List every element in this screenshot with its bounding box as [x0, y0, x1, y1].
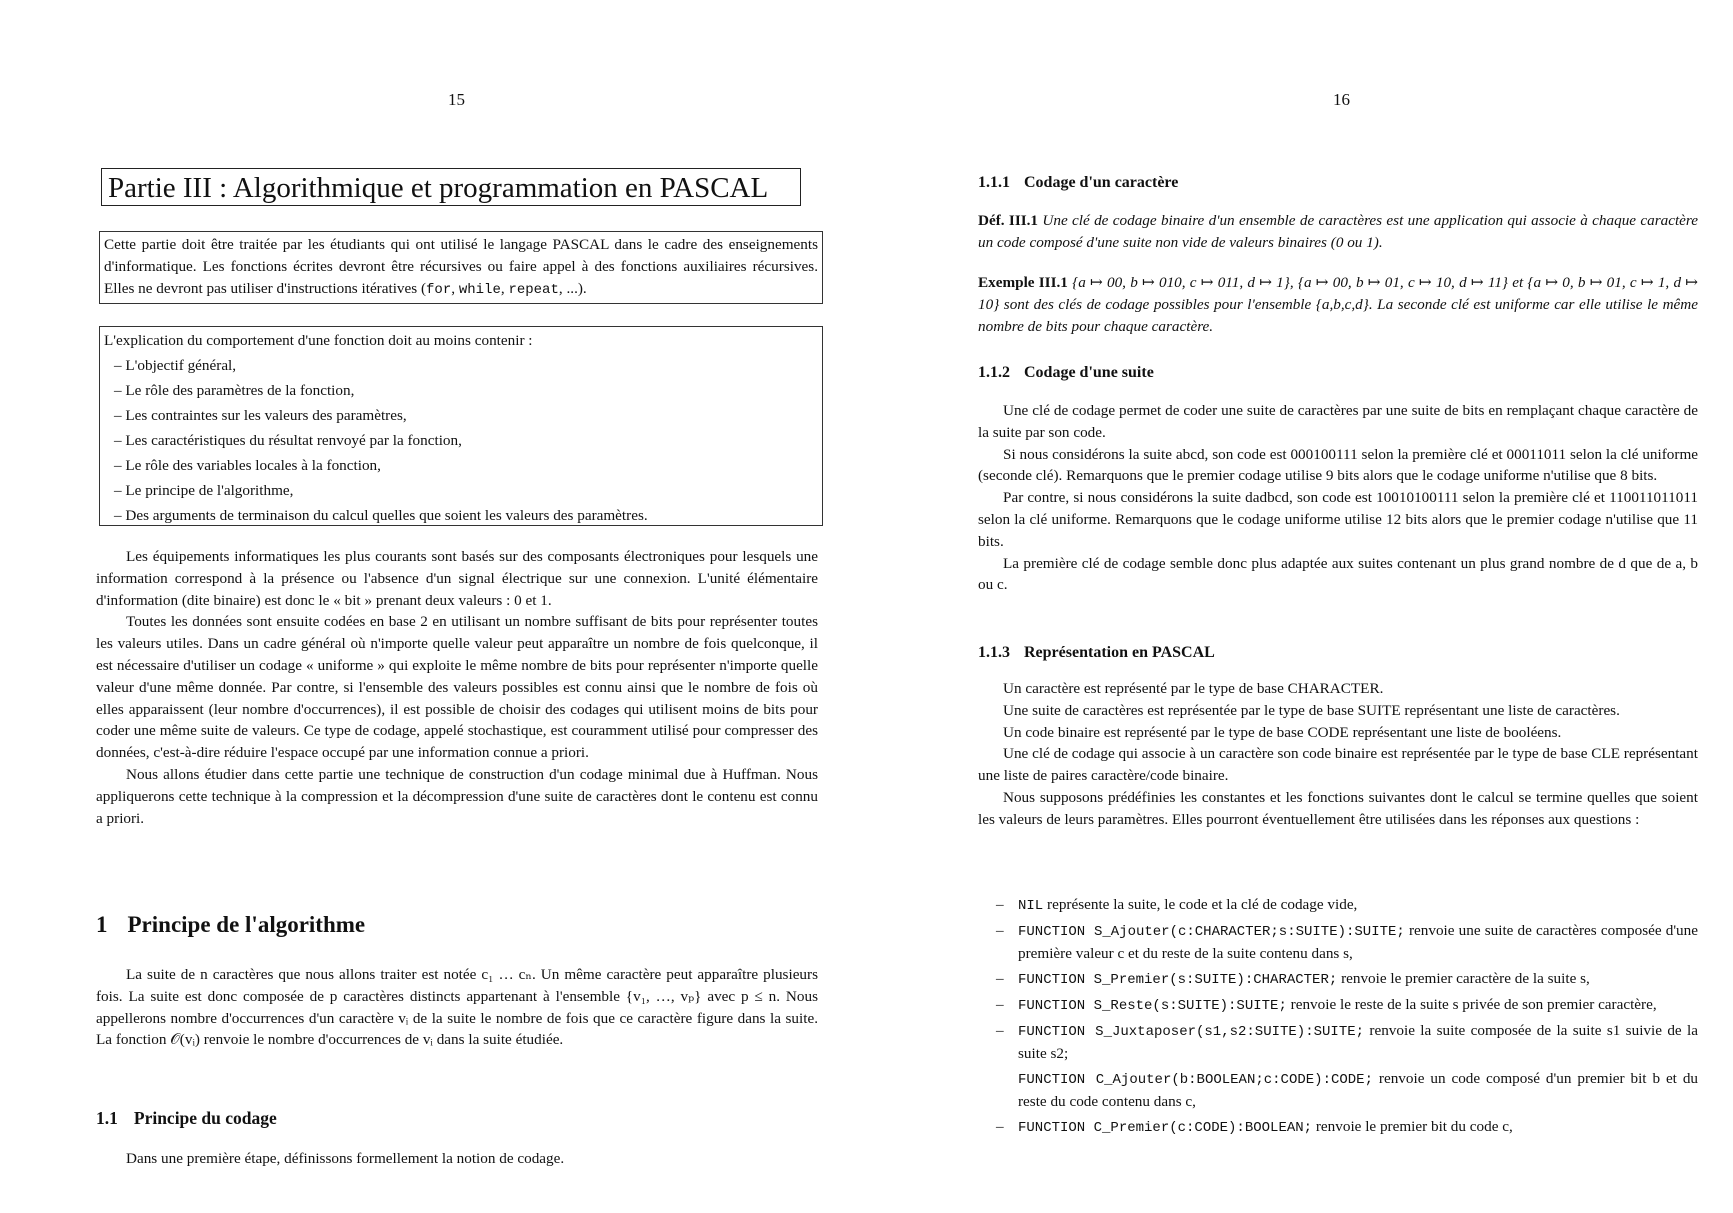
subsection-heading — [96, 1108, 293, 1129]
list-item: – Le rôle des paramètres de la fonction, — [132, 378, 818, 403]
subsubsection-heading — [978, 174, 1192, 192]
subsubsection-heading — [978, 644, 1229, 662]
paragraph: Une clé de codage permet de coder une suite de caractères par une suite de bits en remplaçant chaque caractère de la suite par son code. — [978, 402, 1698, 441]
function-signature: FUNCTION S_Juxtaposer(s1,s2:SUITE):SUITE; — [1018, 1024, 1365, 1040]
paragraph: Une clé de codage qui associe à un caractère son code binaire est représentée par le type de base CLE représentant une liste de paires caractère/code binaire. — [978, 745, 1698, 785]
function-signature: FUNCTION S_Reste(s:SUITE):SUITE; — [1018, 998, 1287, 1014]
definition-text: Une clé de codage binaire d'un ensemble de caractères est une application qui associe à chaque caractère un code composé d'une suite non vide de valeurs binaires (0 ou 1). — [978, 212, 1699, 251]
paragraph: Une suite de caractères est représentée par le type de base SUITE représentant une liste de caractères. — [1003, 701, 1620, 719]
list-item — [978, 994, 1698, 1017]
explanation-list — [104, 353, 818, 528]
intro-paragraphs — [96, 546, 818, 829]
paragraph: La suite de n caractères que nous allons traiter est notée c₁ … cₙ. Un même caractère peut apparaître plusieurs fois. La suite est donc composée de p caractères distincts appartenant à l'ensemble {v₁, …, vₚ} avec p ≤ n. Nous appellerons nombre d'occurrences d'un caractère vᵢ de la suite le nombre de fois que ce caractère figure dans la suite. La fonction 𝒪(vᵢ) renvoie le nombre d'occurrences de vᵢ dans la suite étudiée. — [96, 966, 818, 1049]
subsection-number: 1.1.1 — [978, 174, 1010, 191]
paragraph: Un code binaire est représenté par le type de base CODE représentant une liste de booléens. — [1003, 723, 1562, 741]
function-description: renvoie une suite de caractères composée d'une première valeur c et du reste de la suite contenu dans s, — [1018, 922, 1698, 962]
subsection-number: 1.1.2 — [978, 364, 1010, 381]
paragraph: La première clé de codage semble donc plus adaptée aux suites contenant un plus grand nombre de d que de a, b ou c. — [978, 554, 1698, 594]
instructions-box — [99, 231, 823, 304]
paragraph: Les équipements informatiques les plus courants sont basés sur des composants électroniques pour lesquels une information correspond à la présence ou l'absence d'un signal électrique sur une connexion. L'unité élémentaire d'information (dite binaire) est donc le « bit » prenant deux valeurs : 0 et 1. — [96, 548, 818, 609]
example-text: {a ↦ 00, b ↦ 010, c ↦ 011, d ↦ 1}, {a ↦ 00, b ↦ 01, c ↦ 10, d ↦ 11} et {a ↦ 0, b ↦ 01, c ↦ 1, d ↦ 10} sont des clés de codage possibles pour l'ensemble {a,b,c,d}. La seconde clé est uniforme car elle utilise le même nombre de bits pour chaque caractère. — [978, 274, 1698, 335]
subsection-number: 1.1.3 — [978, 644, 1010, 661]
function-description: renvoie le premier caractère de la suite s, — [1337, 970, 1590, 987]
subsection-title: Représentation en PASCAL — [1024, 644, 1215, 661]
page-number: 15 — [448, 90, 465, 109]
list-item — [978, 1068, 1698, 1113]
paragraph: Nous supposons prédéfinies les constantes et les fonctions suivantes dont le calcul se termine quelles que soient les valeurs de leurs paramètres. Elles pourront éventuellement être utilisées dans les réponses aux questions : — [978, 788, 1698, 828]
page-number: 16 — [1333, 90, 1350, 109]
left-page — [96, 0, 818, 1213]
subsection-title: Principe du codage — [133, 1108, 277, 1128]
list-item: – Les caractéristiques du résultat renvoyé par la fonction, — [132, 428, 818, 453]
example-label: Exemple III.1 — [978, 274, 1068, 291]
function-description: renvoie la suite composée de la suite s1 suivie de la suite s2; — [1018, 1022, 1698, 1062]
list-item — [978, 894, 1698, 917]
paragraph: Toutes les données sont ensuite codées en base 2 en utilisant un nombre suffisant de bits pour représenter toutes les valeurs utiles. Dans un cadre général où n'importe quelle valeur peut apparaître un nombre de fois quelconque, il est nécessaire d'utiliser un codage « uniforme » qui exploite le même nombre de bits pour représenter n'importe quelle valeur d'une même donnée. Par contre, si l'ensemble des valeurs possibles est connu ainsi que le nombre de fois où elles apparaissent (leur nombre d'occurrences), il est possible de choisir des codages qui utilisent moins de bits pour coder une même suite de valeurs. Ce type de codage, appelé stochastique, est couramment utilisé pour compresser des données, c'est-à-dire réduire l'espace occupé par une information connue a priori. — [96, 613, 818, 762]
instructions-end: , ...). — [558, 280, 587, 297]
section-heading — [96, 912, 385, 938]
function-signature: FUNCTION C_Ajouter(b:BOOLEAN;c:CODE):CODE; — [1018, 1072, 1373, 1088]
keyword-while: while — [458, 282, 501, 298]
definition-label: Déf. III.1 — [978, 212, 1039, 229]
keyword-separator: , — [451, 280, 459, 297]
subsection-title: Codage d'une suite — [1024, 364, 1154, 381]
definition — [978, 210, 1698, 254]
sub112-paragraphs — [978, 400, 1698, 596]
function-list — [978, 894, 1698, 1142]
function-description: renvoie le premier bit du code c, — [1312, 1118, 1513, 1135]
list-item — [978, 1116, 1698, 1139]
explanation-intro: L'explication du comportement d'une fonction doit au moins contenir : — [104, 332, 533, 349]
section1-text — [96, 964, 818, 1051]
keyword-separator: , — [500, 280, 509, 297]
subsection-title: Codage d'un caractère — [1024, 174, 1179, 191]
paragraph: Dans une première étape, définissons formellement la notion de codage. — [126, 1150, 565, 1167]
list-item: – Des arguments de terminaison du calcul quelles que soient les valeurs des paramètres. — [132, 503, 818, 528]
list-item — [978, 968, 1698, 991]
paragraph: Par contre, si nous considérons la suite dadbcd, son code est 10010100111 selon la première clé et 110011011011 selon la clé uniforme. Remarquons que le codage uniforme utilise 12 bits alors que le premier codage n'utilise que 11 bits. — [978, 489, 1698, 550]
keyword-repeat: repeat — [508, 282, 559, 298]
sub113-paragraphs — [978, 678, 1698, 831]
list-item: – Les contraintes sur les valeurs des paramètres, — [132, 403, 818, 428]
function-signature: FUNCTION S_Premier(s:SUITE):CHARACTER; — [1018, 972, 1338, 988]
list-item: – Le principe de l'algorithme, — [132, 478, 818, 503]
subsubsection-heading — [978, 364, 1168, 382]
list-item: – Le rôle des variables locales à la fonction, — [132, 453, 818, 478]
function-signature: FUNCTION S_Ajouter(c:CHARACTER;s:SUITE):SUITE; — [1018, 924, 1405, 940]
list-item — [978, 920, 1698, 965]
function-signature: NIL — [1018, 898, 1044, 914]
list-item — [978, 1020, 1698, 1065]
list-item: – L'objectif général, — [132, 353, 818, 378]
explanation-box — [99, 326, 823, 526]
section-number: 1 — [96, 912, 108, 937]
function-description: représente la suite, le code et la clé de codage vide, — [1043, 896, 1358, 913]
paragraph: Nous allons étudier dans cette partie une technique de construction d'un codage minimal due à Huffman. Nous appliquerons cette technique à la compression et la décompression d'une suite de caractères dont le contenu est connu a priori. — [96, 765, 818, 827]
part-title: Partie III : Algorithmique et programmation en PASCAL — [101, 168, 801, 206]
sub11-text — [96, 1148, 818, 1170]
paragraph: Si nous considérons la suite abcd, son code est 000100111 selon la première clé et 00011011 selon la clé uniforme (seconde clé). Remarquons que le premier codage utilise 9 bits alors que le codage uniforme n'utilise que 8 bits. — [978, 445, 1698, 485]
subsection-number: 1.1 — [96, 1108, 118, 1128]
example — [978, 272, 1698, 337]
instructions-text: Cette partie doit être traitée par les étudiants qui ont utilisé le langage PASCAL dans le cadre des enseignements d'informatique. Les fonctions écrites devront être récursives ou faire appel à des fonctions auxiliaires récursives. Elles ne devront pas utiliser d'instructions itératives ( — [104, 236, 818, 297]
paragraph: Un caractère est représenté par le type de base CHARACTER. — [1003, 680, 1384, 697]
section-title: Principe de l'algorithme — [127, 912, 366, 937]
function-description: renvoie le reste de la suite s privée de son premier caractère, — [1286, 996, 1657, 1013]
keyword-for: for — [426, 282, 452, 298]
function-description: renvoie un code composé d'un premier bit b et du reste du code contenu dans c, — [1018, 1070, 1699, 1110]
right-page — [978, 0, 1698, 1213]
function-signature: FUNCTION C_Premier(c:CODE):BOOLEAN; — [1018, 1120, 1313, 1136]
